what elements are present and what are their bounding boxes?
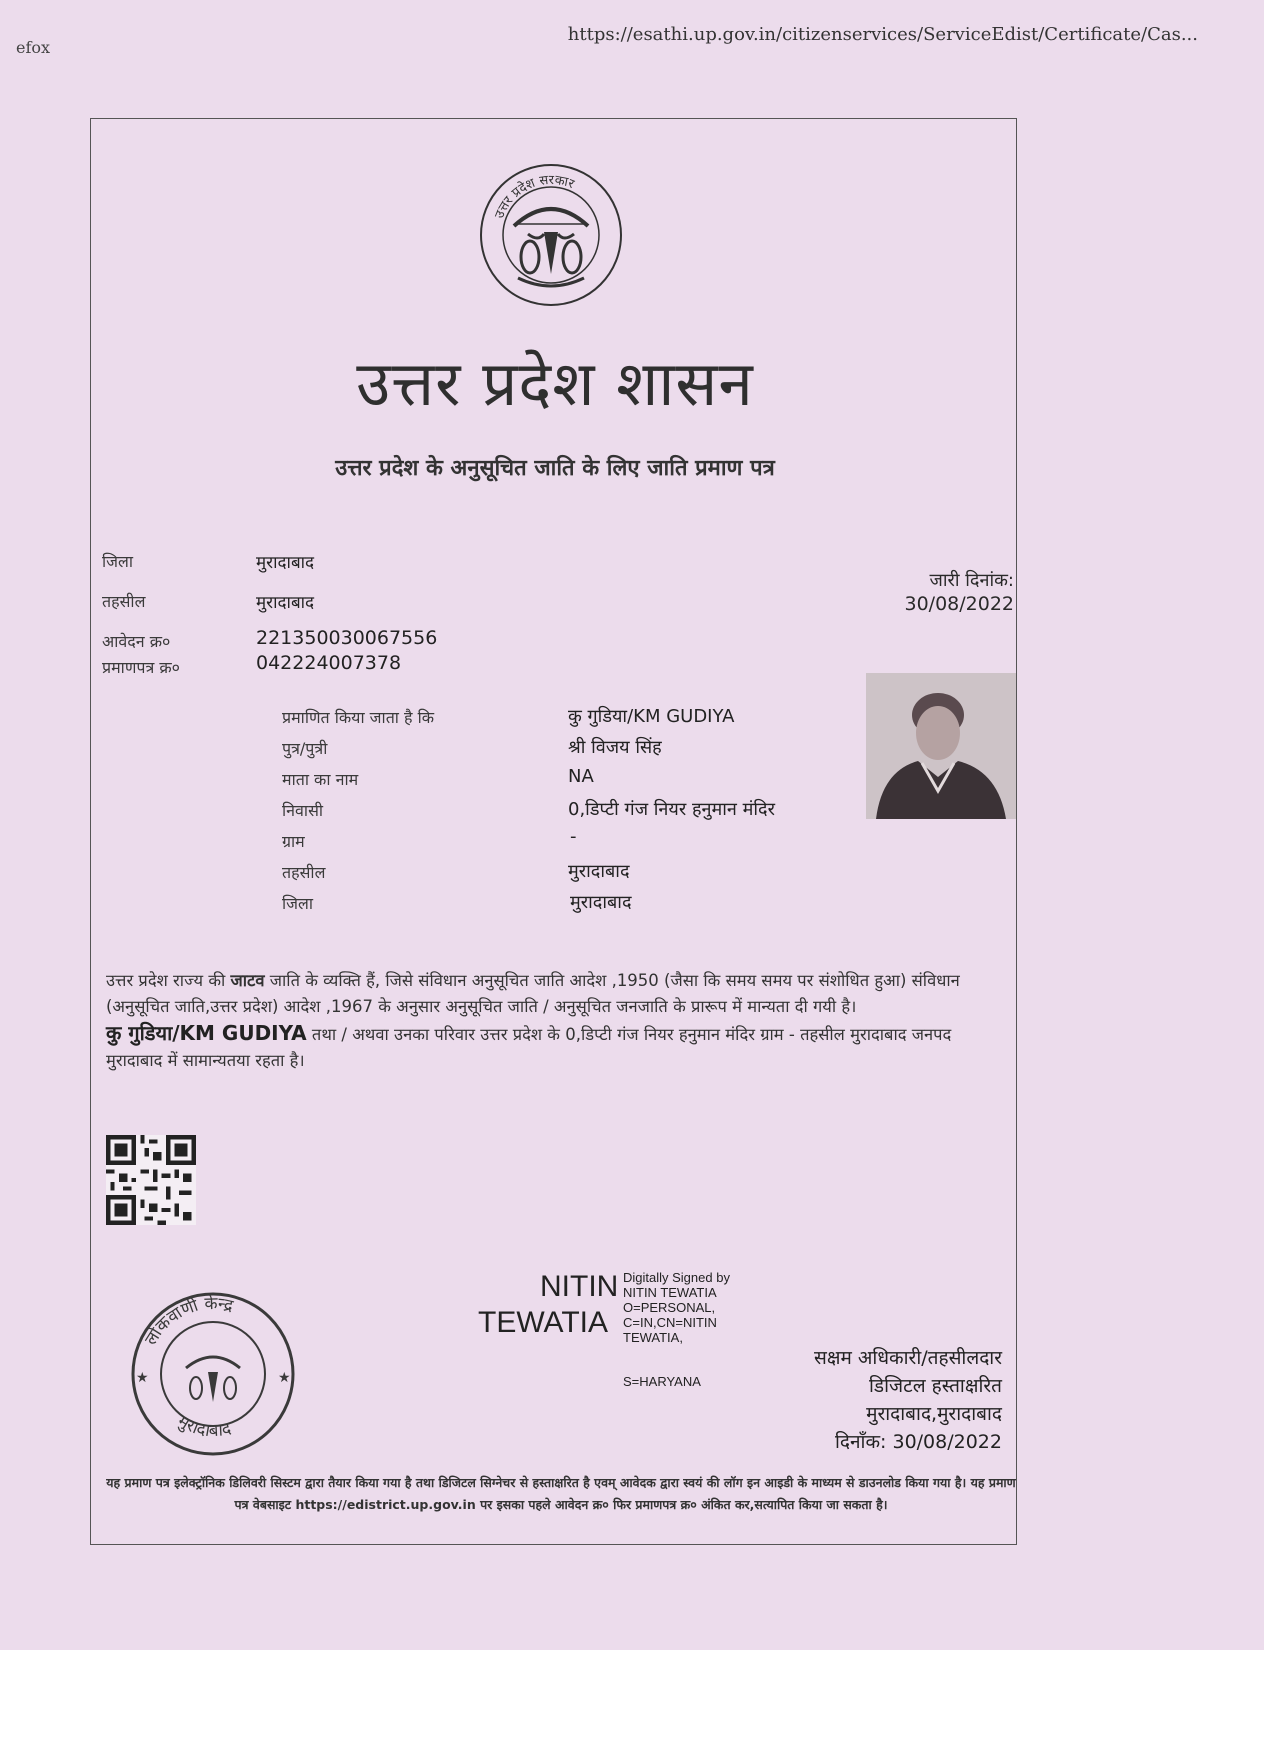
issue-date-label: जारी दिनांक: bbox=[929, 570, 1014, 591]
application-no: 221350030067556 bbox=[256, 627, 438, 649]
browser-app-fragment: efox bbox=[16, 38, 51, 57]
signer-name-line1: NITIN bbox=[540, 1270, 619, 1303]
certificate-title: उत्तर प्रदेश के अनुसूचित जाति के लिए जाति प्रमाण पत्र bbox=[335, 455, 775, 481]
issue-date: 30/08/2022 bbox=[904, 593, 1014, 615]
holder-value: 0,डिप्टी गंज नियर हनुमान मंदिर bbox=[568, 799, 775, 820]
svg-text:लोकवाणी केन्द्र bbox=[140, 1293, 236, 1349]
footer-note: यह प्रमाण पत्र इलेक्ट्रॉनिक डिलिवरी सिस्टम द्वारा तैयार किया गया है तथा डिजिटल सिग्नेचर से हस्ताक्षरित है एवम् आवेदक द्वारा स्वयं की लॉग इन आइडी के माध्यम से डाउनलोड किया गया है। यह प्रमाण पत्र वेबसाइट https://edistrict.up.gov.in पर इसका पहले आवेदन क्र० फिर प्रमाणपत्र क्र० अंकित कर,सत्यापित किया जा सकता है। bbox=[106, 1475, 1016, 1512]
certificate-statement: उत्तर प्रदेश राज्य की जाटव जाति के व्यक्ति हैं, जिसे संविधान अनुसूचित जाति आदेश ,1950 (जैसा कि समय समय पर संशोधित हुआ) संविधान (अनुसूचित जाति,उत्तर प्रदेश) आदेश ,1967 के अनुसार अनुसूचित जाति / अनुसूचित जनजाति के प्रारूप में मान्यता दी गयी है। कु गुडिया/KM GUDIYA तथा / अथवा उनका परिवार उत्तर प्रदेश के 0,डिप्टी गंज नियर हनुमान मंदिर ग्राम - तहसील मुरादाबाद जनपद मुरादाबाद में सामान्यतया रहता है। bbox=[106, 971, 960, 1070]
holder-label: माता का नाम bbox=[282, 770, 359, 789]
holder-value: - bbox=[570, 826, 577, 847]
tehsil-value: मुरादाबाद bbox=[256, 593, 315, 613]
holder-label: ग्राम bbox=[282, 832, 305, 851]
officer-date: दिनाँक: 30/08/2022 bbox=[834, 1431, 1002, 1453]
holder-label: पुत्र/पुत्री bbox=[282, 739, 328, 758]
signature-details: Digitally Signed by NITIN TEWATIA O=PERSONAL, C=IN,CN=NITIN TEWATIA, bbox=[623, 1270, 730, 1345]
officer-signed: डिजिटल हस्ताक्षरित bbox=[869, 1375, 1002, 1397]
qr-code bbox=[106, 1135, 196, 1225]
district-value: मुरादाबाद bbox=[256, 553, 315, 573]
holder-value: श्री विजय सिंह bbox=[568, 737, 662, 758]
holder-value: NA bbox=[568, 766, 594, 787]
up-emblem-icon bbox=[478, 162, 624, 308]
emblem-text: उत्तर प्रदेश सरकार bbox=[492, 172, 577, 221]
holder-value: मुरादाबाद bbox=[570, 892, 632, 913]
holder-label: तहसील bbox=[282, 863, 326, 882]
svg-text:★: ★ bbox=[136, 1370, 149, 1386]
seal-text-bottom: मुरादाबाद bbox=[173, 1411, 234, 1442]
lokvani-seal-icon bbox=[128, 1290, 298, 1458]
officer-place: मुरादाबाद,मुरादाबाद bbox=[866, 1403, 1002, 1425]
certificate-no-label: प्रमाणपत्र क्र० bbox=[102, 658, 180, 677]
holder-label: प्रमाणित किया जाता है कि bbox=[282, 708, 435, 727]
signer-name-line2: TEWATIA bbox=[478, 1306, 608, 1339]
holder-label: निवासी bbox=[282, 801, 324, 820]
svg-text:मुरादाबाद bbox=[174, 1411, 234, 1441]
applicant-photo bbox=[866, 673, 1016, 819]
browser-url: https://esathi.up.gov.in/citizenservices/ServiceEdist/Certificate/Cas... bbox=[567, 24, 1198, 45]
caste-name: जाटव bbox=[230, 971, 265, 990]
government-title: उत्तर प्रदेश शासन bbox=[356, 347, 754, 420]
tehsil-label: तहसील bbox=[102, 592, 146, 611]
application-no-label: आवेदन क्र० bbox=[102, 632, 171, 651]
signature-state: S=HARYANA bbox=[623, 1374, 701, 1389]
svg-text:★: ★ bbox=[278, 1370, 291, 1386]
officer-designation: सक्षम अधिकारी/तहसीलदार bbox=[814, 1347, 1002, 1369]
holder-value: कु गुडिया/KM GUDIYA bbox=[568, 706, 735, 727]
holder-label: जिला bbox=[282, 894, 314, 913]
seal-text-top: लोकवाणी केन्द्र bbox=[141, 1293, 235, 1349]
certificate-no: 042224007378 bbox=[256, 652, 402, 674]
holder-name-bold: कु गुडिया/KM GUDIYA bbox=[106, 1021, 307, 1045]
holder-value: मुरादाबाद bbox=[568, 861, 630, 882]
district-label: जिला bbox=[102, 552, 134, 571]
